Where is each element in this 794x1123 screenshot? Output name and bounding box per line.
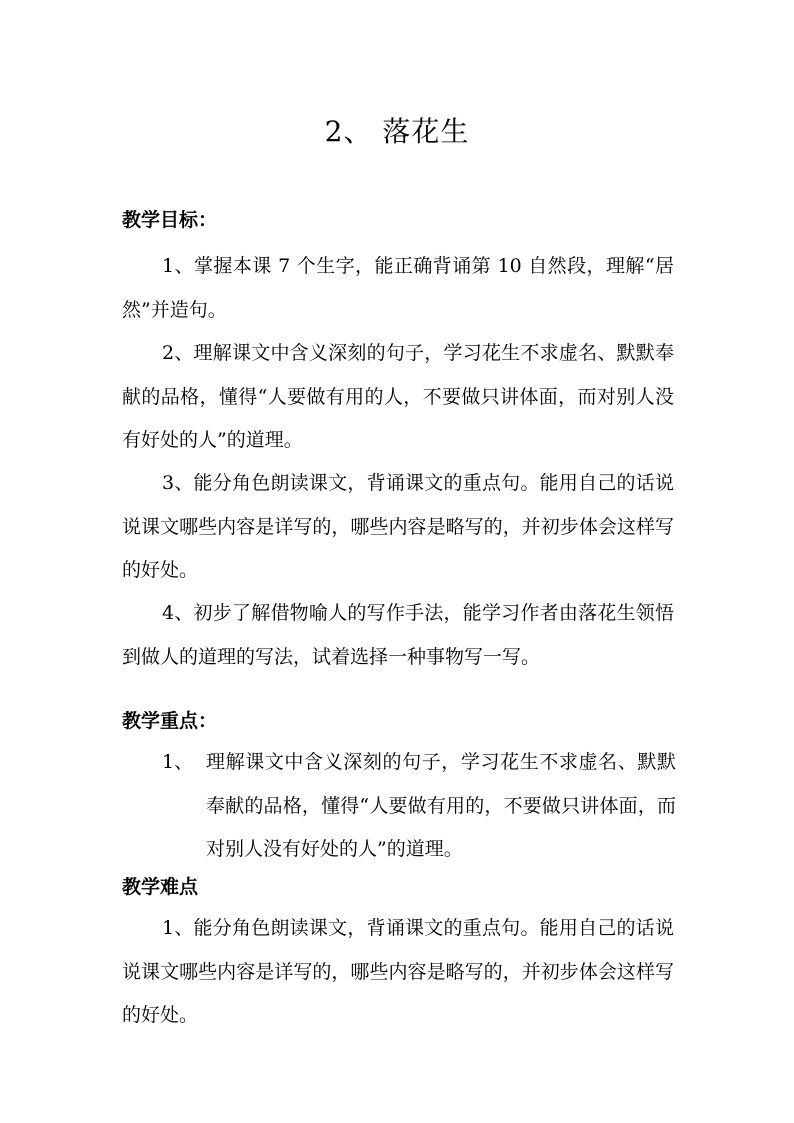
objective-item-3: 3、能分角色朗读课文，背诵课文的重点句。能用自己的话说说课文哪些内容是详写的，哪些内容是略写的，并初步体会这样写的好处。 <box>122 472 674 581</box>
difficulties-heading: 教学难点 <box>122 876 199 898</box>
key-points-heading: 教学重点： <box>122 710 218 732</box>
key-point-text: 理解课文中含义深刻的句子，学习花生不求虚名、默默奉献的品格，懂得“人要做有用的，不要做只讲体面，而对别人没有好处的人”的道理。 <box>206 751 676 860</box>
key-point-number: 1、 <box>162 751 194 773</box>
page-title: 2、 落花生 <box>324 115 470 148</box>
objective-item-2: 2、理解课文中含义深刻的句子，学习花生不求虚名、默默奉献的品格，懂得“人要做有用的人，不要做只讲体面，而对别人没有好处的人”的道理。 <box>122 342 674 451</box>
objectives-heading: 教学目标： <box>122 209 218 231</box>
difficulty-item-1: 1、能分角色朗读课文，背诵课文的重点句。能用自己的话说说课文哪些内容是详写的，哪些内容是略写的，并初步体会这样写的好处。 <box>122 917 674 1026</box>
objective-item-4: 4、初步了解借物喻人的写作手法，能学习作者由落花生领悟到做人的道理的写法，试着选择一种事物写一写。 <box>122 602 674 668</box>
objective-item-1: 1、掌握本课 7 个生字，能正确背诵第 10 自然段，理解“居然”并造句。 <box>122 255 674 321</box>
